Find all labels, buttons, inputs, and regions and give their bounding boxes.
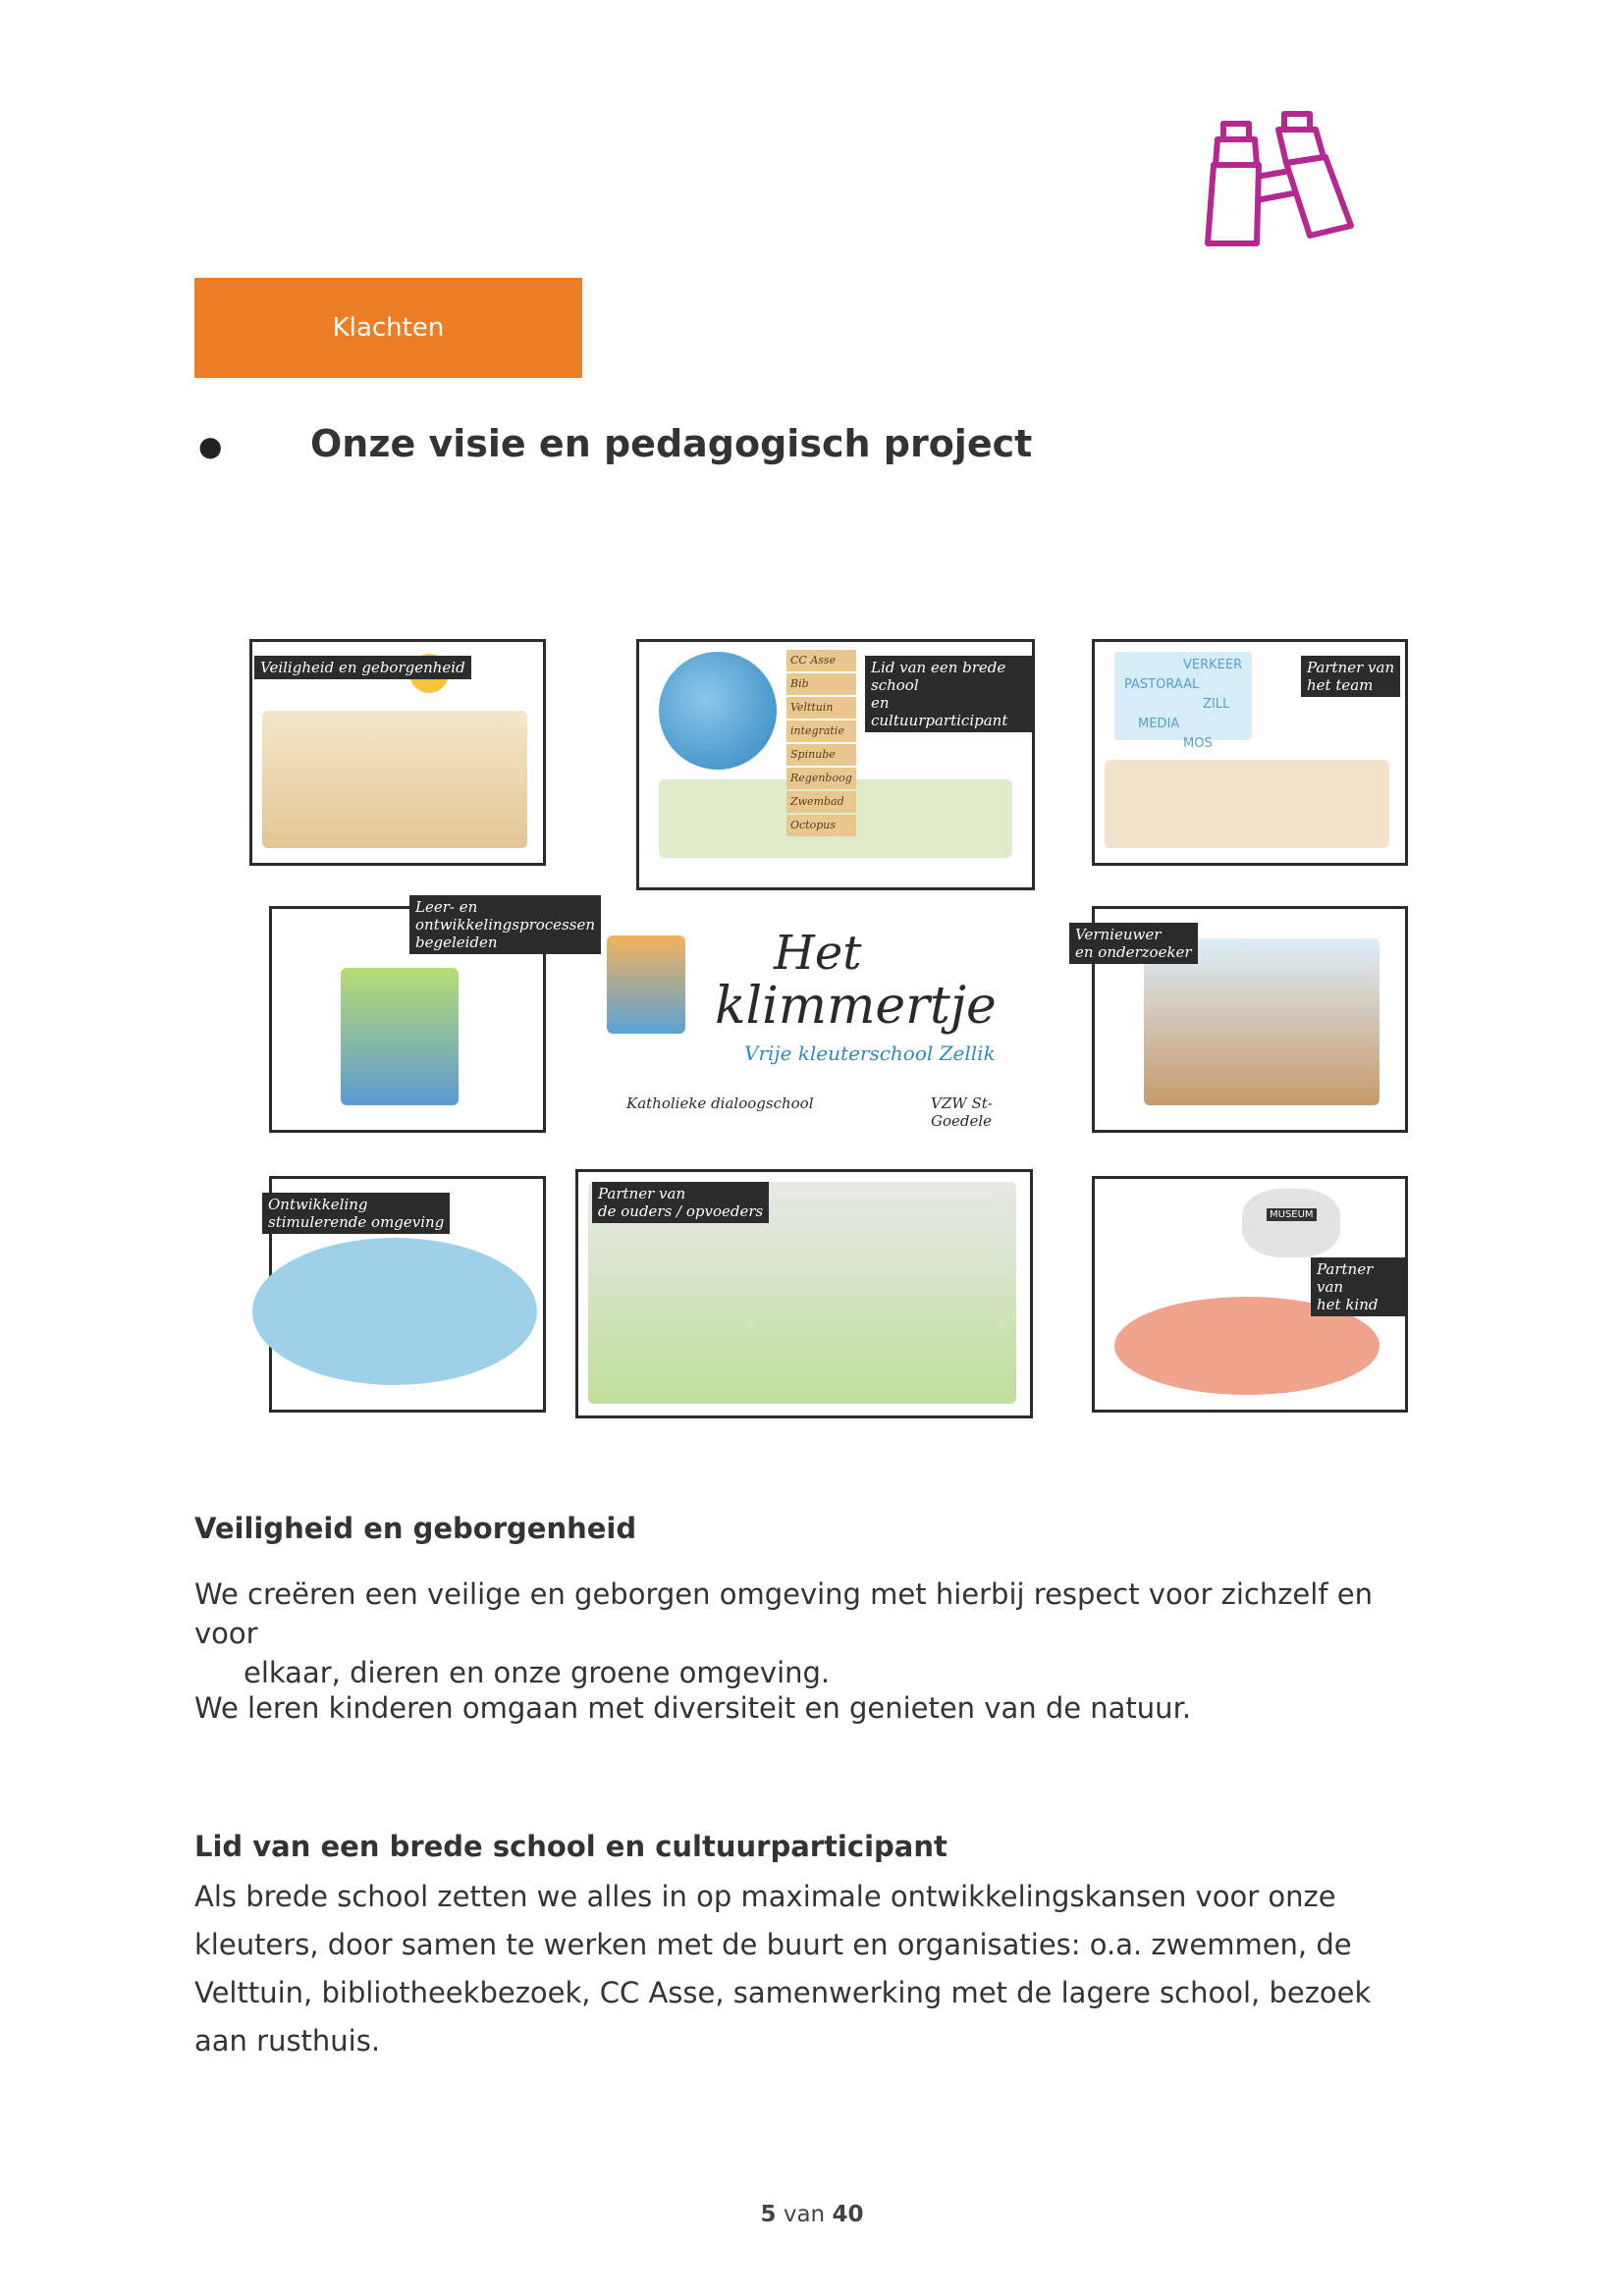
- panel-label: Lid van een brede school en cultuurparticipant: [865, 656, 1032, 732]
- section-title-brede-school: Lid van een brede school en cultuurparticipant: [194, 1830, 947, 1863]
- page-number: [0, 2202, 1624, 2227]
- page-current: 5: [760, 2202, 777, 2227]
- globe-icon: [659, 652, 777, 770]
- heading-bullet: ●: [198, 430, 223, 462]
- panel-kind: [1092, 1176, 1408, 1413]
- panel-illustration: [262, 711, 527, 848]
- panel-label: Vernieuwer en onderzoeker: [1069, 923, 1198, 964]
- panel-veiligheid: [249, 639, 546, 866]
- thought-bubble: [1242, 1189, 1340, 1257]
- panel-ouders: [575, 1169, 1033, 1418]
- panel-label: Leer- en ontwikkelingsprocessen begeleiden: [409, 895, 601, 954]
- board-words: VERKEER PASTORAAL ZILL MEDIA MOS: [1124, 658, 1243, 751]
- panel-illustration: [252, 1238, 537, 1385]
- signposts: CC Asse Bib Velttuin integratie Spinube Regenboog Zwembad Octopus: [786, 650, 856, 836]
- panel-leerprocessen: [269, 898, 595, 1133]
- panel-illustration: [341, 968, 459, 1105]
- museum-sign: MUSEUM: [1267, 1208, 1317, 1221]
- klachten-tab[interactable]: [194, 278, 582, 378]
- panel-label: Partner van het team: [1301, 656, 1400, 697]
- section1-paragraph1-line1: We creëren een veilige en geborgen omgeving met hierbij respect voor zichzelf en voor: [194, 1577, 1373, 1650]
- section2-paragraph1: Als brede school zetten we alles in op maximale ontwikkelingskansen voor onze kleuters, door samen te werken met de buurt en organisaties: o.a. zwemmen, de Velttuin, bibliotheekbezoek, CC Asse, samenwerking met de lagere school, bezoek aan rusthuis.: [194, 1880, 1372, 2057]
- panel-brede-school: [636, 639, 1035, 890]
- school-logo: Het klimmertje Vrije kleuterschool Zellik Katholieke dialoogschool VZW St-Goedele: [607, 926, 1039, 1122]
- panel-omgeving: [269, 1176, 546, 1413]
- section1-paragraph1: [194, 1575, 1422, 1692]
- logo-illustration: [607, 935, 685, 1034]
- panel-illustration: [1105, 760, 1389, 848]
- klachten-tab-label: Klachten: [332, 313, 445, 343]
- section1-paragraph1-line2: elkaar, dieren en onze groene omgeving.: [244, 1656, 831, 1689]
- vision-poster: [244, 631, 1412, 1426]
- section1-paragraph2: We leren kinderen omgaan met diversiteit en genieten van de natuur.: [194, 1691, 1192, 1725]
- panel-label: Partner van het kind: [1311, 1257, 1405, 1316]
- page-sep: van: [783, 2202, 826, 2227]
- page-heading: Onze visie en pedagogisch project: [310, 422, 1033, 465]
- page-total: 40: [832, 2202, 864, 2227]
- binoculars-icon: [1196, 106, 1363, 253]
- panel-label: Ontwikkeling stimulerende omgeving: [262, 1193, 450, 1234]
- panel-vernieuwer: [1075, 906, 1408, 1133]
- section-title-veiligheid: Veiligheid en geborgenheid: [194, 1512, 637, 1545]
- panel-team: [1092, 639, 1408, 866]
- panel-label: Veiligheid en geborgenheid: [254, 656, 471, 679]
- panel-label: Partner van de ouders / opvoeders: [592, 1182, 769, 1223]
